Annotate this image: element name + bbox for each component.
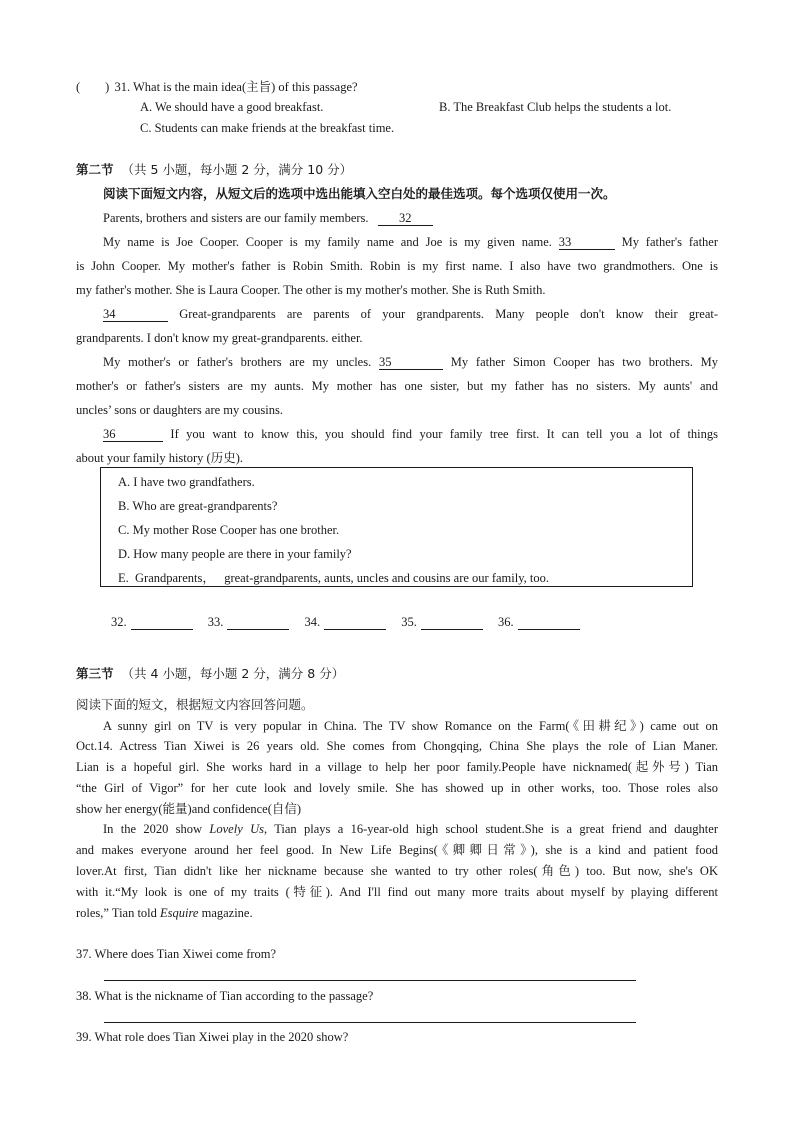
s2-paragraph-4-line-3: uncles’ sons or daughters are my cousins. bbox=[76, 403, 284, 417]
q37-answer-line[interactable] bbox=[104, 980, 636, 981]
s2-paragraph-5-line-1 bbox=[76, 424, 718, 444]
magazine-esquire: Esquire bbox=[160, 906, 199, 920]
s2-paragraph-4-line-1 bbox=[76, 352, 718, 372]
s2-p4-text-a: My mother's or father's brothers are my uncles. bbox=[103, 355, 372, 369]
blank-35[interactable]: 35 bbox=[379, 355, 443, 370]
s2-p2-text-a: My name is Joe Cooper. Cooper is my family name and Joe is my given name. bbox=[103, 235, 552, 249]
s3-line-2: Oct.14. Actress Tian Xiwei is 26 years old. She comes from Chongqing, China She plays the role of Lian Maner. bbox=[76, 739, 718, 753]
section2-title: 第二节 bbox=[76, 162, 114, 177]
q37: 37. Where does Tian Xiwei come from? bbox=[76, 947, 277, 961]
q31-option-b: B. The Breakfast Club helps the students a lot. bbox=[439, 100, 672, 114]
s2-p1-text: Parents, brothers and sisters are our family members. bbox=[103, 211, 369, 225]
section3-info: （共 4 小题，每小题 2 分，满分 8 分） bbox=[121, 666, 345, 681]
q38: 38. What is the nickname of Tian according to the passage? bbox=[76, 989, 374, 1003]
answer-blank-35[interactable] bbox=[421, 615, 483, 630]
q31-option-c: C. Students can make friends at the breakfast time. bbox=[140, 121, 395, 135]
answer-row bbox=[111, 612, 592, 632]
s2-paragraph-2-line-3: my father's mother. She is Laura Cooper. The other is my mother's mother. She is Ruth Smith. bbox=[76, 283, 546, 297]
answer-blank-32[interactable] bbox=[131, 615, 193, 630]
s3-line-10-b: magazine. bbox=[198, 906, 253, 920]
section2-info: （共 5 小题，每小题 2 分，满分 10 分） bbox=[121, 162, 353, 177]
answer-label-32: 32. bbox=[111, 615, 127, 629]
section3-header bbox=[76, 664, 344, 684]
section2-instruction: 阅读下面短文内容，从短文后的选项中选出能填入空白处的最佳选项。每个选项仅使用一次。 bbox=[103, 186, 616, 201]
answer-parenthesis[interactable]: ( ) bbox=[76, 80, 110, 94]
s3-line-10-a: roles,” Tian told bbox=[76, 906, 161, 920]
show-title-lovely-us: Lovely Us bbox=[209, 822, 264, 836]
answer-blank-34[interactable] bbox=[324, 615, 386, 630]
q31-stem-row bbox=[76, 77, 358, 97]
s2-paragraph-5-line-2: about your family history (历史). bbox=[76, 451, 243, 465]
section2-header bbox=[76, 160, 352, 180]
q38-answer-line[interactable] bbox=[104, 1022, 636, 1023]
s3-line-9: with it.“My look is one of my traits (特征). And I'll find out many more traits about myself by playing different bbox=[76, 885, 718, 899]
option-a: A. I have two grandfathers. bbox=[118, 475, 255, 489]
answer-label-36: 36. bbox=[498, 615, 514, 629]
s3-line-6-b: , Tian plays a 16-year-old high school student.She is a great friend and daughter bbox=[263, 822, 718, 836]
q31-stem: 31. What is the main idea(主旨) of this passage? bbox=[114, 80, 358, 94]
q31-option-a: A. We should have a good breakfast. bbox=[140, 100, 324, 114]
s3-line-10 bbox=[76, 903, 718, 923]
s2-paragraph-2-line-2: is John Cooper. My mother's father is Robin Smith. Robin is my first name. I also have two grandmothers. One is bbox=[76, 259, 718, 273]
q39: 39. What role does Tian Xiwei play in the 2020 show? bbox=[76, 1030, 349, 1044]
section3-title: 第三节 bbox=[76, 666, 114, 681]
blank-33[interactable]: 33 bbox=[559, 235, 615, 250]
option-b: B. Who are great-grandparents? bbox=[118, 499, 278, 513]
answer-blank-33[interactable] bbox=[227, 615, 289, 630]
answer-label-35: 35. bbox=[401, 615, 417, 629]
blank-32[interactable]: 32 bbox=[378, 211, 433, 226]
s2-paragraph-2-line-1 bbox=[76, 232, 718, 252]
s2-paragraph-4-line-2: mother's or father's sisters are my aunts. My mother has one sister, but my father has no sisters. My aunts' and bbox=[76, 379, 718, 393]
answer-blank-36[interactable] bbox=[518, 615, 580, 630]
s2-p4-text-b: My father Simon Cooper has two brothers. My bbox=[450, 355, 719, 369]
s3-line-8: lover.At first, Tian didn't like her nickname because she wanted to try other roles(角色) too. But now, she's OK bbox=[76, 864, 718, 878]
s2-paragraph-3-line-2: grandparents. I don't know my great-grandparents. either. bbox=[76, 331, 363, 345]
s3-line-6 bbox=[76, 819, 718, 839]
s2-p3-text-a: Great-grandparents are parents of your grandparents. Many people don't know their great- bbox=[179, 307, 719, 321]
s2-p5-text-a: If you want to know this, you should find your family tree first. It can tell you a lot of things bbox=[170, 427, 719, 441]
s3-line-6-a: In the 2020 show bbox=[103, 822, 210, 836]
answer-label-34: 34. bbox=[304, 615, 321, 629]
s2-p2-text-b: My father's father bbox=[621, 235, 719, 249]
blank-36[interactable]: 36 bbox=[103, 427, 163, 442]
s2-paragraph-3-line-1 bbox=[76, 304, 718, 324]
s3-line-5: show her energy(能量)and confidence(自信) bbox=[76, 802, 302, 816]
s3-line-1: A sunny girl on TV is very popular in China. The TV show Romance on the Farm(《田耕纪》) came out on bbox=[103, 719, 718, 733]
s3-line-7: and makes everyone around her feel good. In New Life Begins(《卿卿日常》), she is a kind and patient food bbox=[76, 843, 718, 857]
option-e: E. Grandparents， great-grandparents, aunts, uncles and cousins are our family, too. bbox=[118, 571, 549, 585]
section3-instruction: 阅读下面的短文，根据短文内容回答问题。 bbox=[76, 697, 314, 712]
blank-34[interactable]: 34 bbox=[103, 307, 168, 322]
s3-line-4: “the Girl of Vigor” for her cute look and lovely smile. She has showed up in other works, too. Those roles also bbox=[76, 781, 718, 795]
options-box bbox=[100, 467, 693, 587]
s3-line-3: Lian is a hopeful girl. She works hard in a village to help her poor family.People have nicknamed(起外号) Tian bbox=[76, 760, 718, 774]
answer-label-33: 33. bbox=[207, 615, 224, 629]
option-c: C. My mother Rose Cooper has one brother. bbox=[118, 523, 340, 537]
s2-paragraph-1 bbox=[76, 208, 718, 228]
option-d: D. How many people are there in your family? bbox=[118, 547, 352, 561]
